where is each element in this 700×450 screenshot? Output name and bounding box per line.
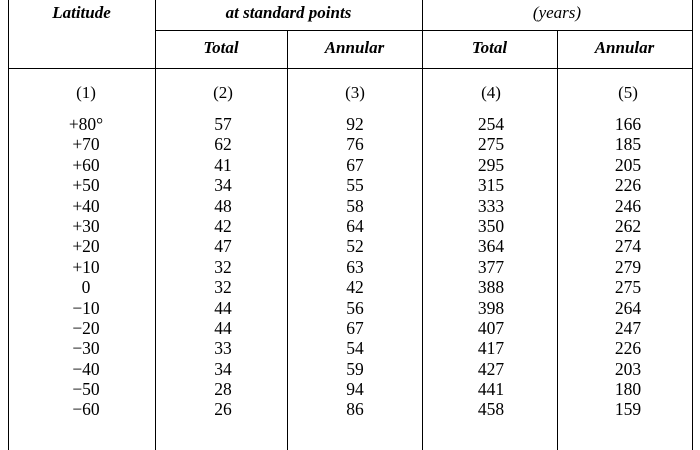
column-number-3: (3)	[345, 83, 365, 102]
annular-years-cell: 274	[614, 236, 642, 257]
table-row	[0, 216, 700, 236]
latitude-cell: +80°	[68, 114, 104, 134]
annular-std-cell: 67	[346, 154, 364, 175]
annular-years-cell: 264	[614, 297, 642, 318]
total-years-cell: 315	[477, 175, 505, 196]
annular-std-cell: 92	[346, 114, 364, 134]
latitude-cell: +40	[72, 195, 100, 216]
total-std-cell: 44	[214, 317, 232, 338]
total-right-header: Total	[471, 38, 508, 57]
latitude-cell: −20	[72, 317, 100, 338]
table-body	[0, 114, 700, 420]
annular-years-cell: 180	[614, 379, 642, 400]
total-years-cell: 441	[477, 379, 505, 400]
right-group-header: (years)	[532, 3, 582, 22]
latitude-cell: +70	[72, 134, 100, 155]
total-std-cell: 33	[214, 338, 232, 359]
total-years-cell: 407	[477, 317, 505, 338]
total-std-cell: 44	[214, 297, 232, 318]
annular-years-cell: 226	[614, 338, 642, 359]
total-std-cell: 32	[214, 277, 232, 298]
annular-std-cell: 67	[346, 317, 364, 338]
annular-years-cell: 166	[614, 114, 642, 134]
column-number-2: (2)	[213, 83, 233, 102]
total-std-cell: 47	[214, 236, 232, 257]
table-row	[0, 338, 700, 358]
annular-years-cell: 226	[614, 175, 642, 196]
table-row	[0, 257, 700, 277]
annular-std-cell: 94	[346, 379, 364, 400]
latitude-cell: +20	[72, 236, 100, 257]
annular-std-cell: 56	[346, 297, 364, 318]
total-years-cell: 377	[477, 256, 505, 277]
total-years-cell: 333	[477, 195, 505, 216]
left-group-header: at standard points	[225, 3, 352, 22]
total-std-cell: 57	[214, 114, 232, 134]
subheader-rule	[155, 30, 693, 31]
latitude-cell: +60	[72, 154, 100, 175]
annular-years-cell: 159	[614, 399, 642, 420]
annular-years-cell: 205	[614, 154, 642, 175]
column-number-1: (1)	[76, 83, 96, 102]
total-years-cell: 364	[477, 236, 505, 257]
table-row	[0, 236, 700, 256]
annular-std-cell: 54	[346, 338, 364, 359]
column-number-5: (5)	[618, 83, 638, 102]
annular-years-cell: 279	[614, 256, 642, 277]
total-std-cell: 32	[214, 256, 232, 277]
table-row	[0, 399, 700, 419]
total-years-cell: 388	[477, 277, 505, 298]
table-row	[0, 277, 700, 297]
table-row	[0, 155, 700, 175]
annular-std-cell: 64	[346, 215, 364, 236]
annular-std-cell: 58	[346, 195, 364, 216]
total-years-cell: 275	[477, 134, 505, 155]
total-years-cell: 458	[477, 399, 505, 420]
annular-years-cell: 246	[614, 195, 642, 216]
latitude-header: Latitude	[52, 3, 111, 22]
latitude-cell: −10	[72, 297, 100, 318]
annular-std-cell: 52	[346, 236, 364, 257]
annular-years-cell: 203	[614, 358, 642, 379]
table-row	[0, 359, 700, 379]
total-std-cell: 34	[214, 358, 232, 379]
annular-years-cell: 247	[614, 317, 642, 338]
annular-years-cell: 185	[614, 134, 642, 155]
total-std-cell: 34	[214, 175, 232, 196]
total-years-cell: 417	[477, 338, 505, 359]
annular-std-cell: 59	[346, 358, 364, 379]
total-std-cell: 28	[214, 379, 232, 400]
total-years-cell: 398	[477, 297, 505, 318]
latitude-cell: +50	[72, 175, 100, 196]
annular-years-cell: 262	[614, 215, 642, 236]
annular-std-cell: 63	[346, 256, 364, 277]
latitude-cell: −60	[72, 399, 100, 420]
latitude-cell: −40	[72, 358, 100, 379]
total-std-cell: 41	[214, 154, 232, 175]
table-row	[0, 196, 700, 216]
latitude-cell: 0	[81, 277, 91, 298]
total-years-cell: 254	[477, 114, 505, 134]
total-std-cell: 62	[214, 134, 232, 155]
annular-left-header: Annular	[324, 38, 385, 57]
latitude-cell: +10	[72, 256, 100, 277]
annular-std-cell: 76	[346, 134, 364, 155]
table-row	[0, 379, 700, 399]
annular-std-cell: 42	[346, 277, 364, 298]
annular-std-cell: 55	[346, 175, 364, 196]
total-years-cell: 427	[477, 358, 505, 379]
column-number-4: (4)	[481, 83, 501, 102]
total-years-cell: 295	[477, 154, 505, 175]
table-row	[0, 114, 700, 134]
latitude-cell: −50	[72, 379, 100, 400]
annular-std-cell: 86	[346, 399, 364, 420]
table-row	[0, 175, 700, 195]
annular-years-cell: 275	[614, 277, 642, 298]
column-number-rule	[8, 68, 693, 69]
total-std-cell: 42	[214, 215, 232, 236]
total-std-cell: 26	[214, 399, 232, 420]
latitude-cell: −30	[72, 338, 100, 359]
total-std-cell: 48	[214, 195, 232, 216]
table-row	[0, 134, 700, 154]
total-left-header: Total	[203, 38, 239, 57]
latitude-cell: +30	[72, 215, 100, 236]
table-row	[0, 318, 700, 338]
table-row	[0, 298, 700, 318]
annular-right-header: Annular	[594, 38, 655, 57]
total-years-cell: 350	[477, 215, 505, 236]
